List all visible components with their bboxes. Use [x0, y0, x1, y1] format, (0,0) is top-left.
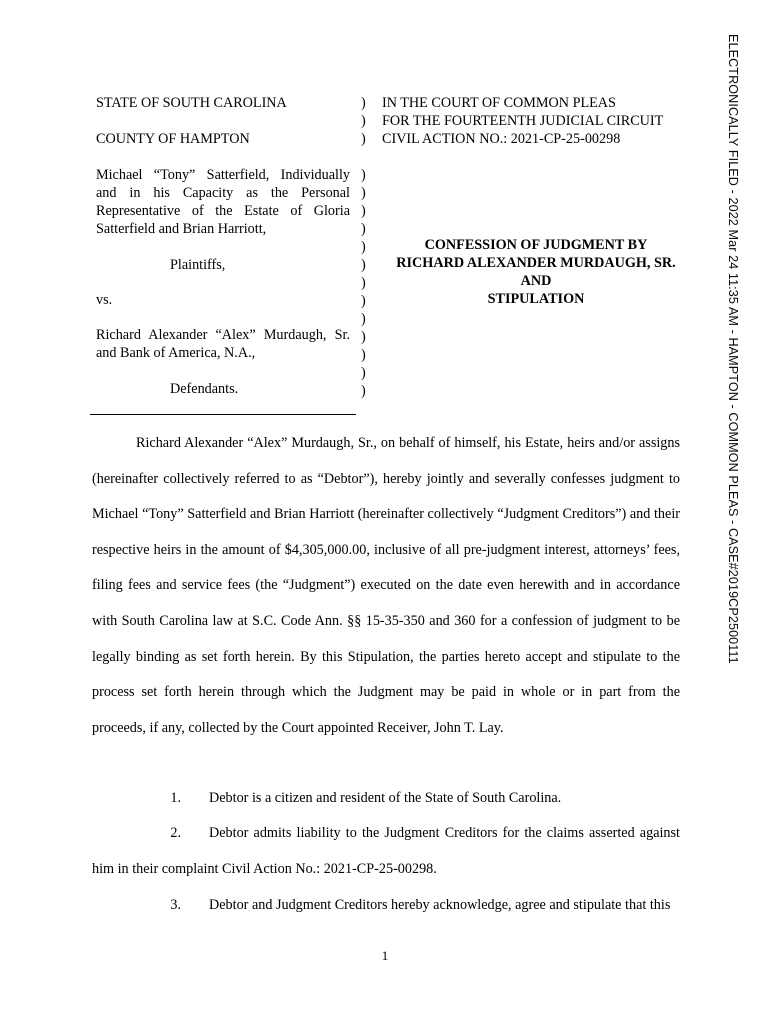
county-heading: COUNTY OF HAMPTON [96, 131, 250, 147]
numbered-item-1 [92, 781, 680, 817]
electronic-filing-stamp [722, 34, 742, 674]
versus-label: vs. [96, 292, 113, 308]
item-number: 2. [170, 825, 181, 841]
caption-parenthesis-column: ) ) ) ) ) ) ) ) ) ) ) ) ) ) ) ) [361, 95, 366, 399]
court-name-line1: IN THE COURT OF COMMON PLEAS [382, 95, 616, 111]
item-number: 1. [170, 790, 181, 806]
item-number: 3. [170, 897, 181, 913]
civil-action-number: CIVIL ACTION NO.: 2021-CP-25-00298 [382, 131, 621, 147]
numbered-item-2 [92, 816, 680, 887]
document-title [386, 236, 686, 308]
page-number: 1 [381, 948, 389, 963]
item-text: Debtor admits liability to the Judgment Creditors for the claims asserted against him in their complaint Civil Action No.: 2021-CP-25-00298. [92, 825, 680, 877]
state-heading: STATE OF SOUTH CAROLINA [96, 95, 287, 111]
item-text: Debtor and Judgment Creditors hereby acknowledge, agree and stipulate that this [209, 897, 671, 913]
caption-divider [90, 414, 356, 415]
title-line-2: RICHARD ALEXANDER MURDAUGH, SR. [396, 255, 676, 271]
numbered-item-3 [92, 888, 680, 924]
title-line-4: STIPULATION [487, 291, 585, 307]
defendants-names: Richard Alexander “Alex” Murdaugh, Sr. and Bank of America, N.A., [96, 327, 350, 361]
court-name-line2: FOR THE FOURTEENTH JUDICIAL CIRCUIT [382, 113, 664, 129]
plaintiffs-label: Plaintiffs, [170, 257, 226, 273]
title-line-1: CONFESSION OF JUDGMENT BY [424, 237, 648, 253]
defendants-label: Defendants. [170, 381, 239, 397]
filing-stamp-text: ELECTRONICALLY FILED - 2022 Mar 24 11:35 AM - HAMPTON - COMMON PLEAS - CASE#2019CP2500111 [726, 34, 740, 664]
item-text: Debtor is a citizen and resident of the State of South Carolina. [209, 790, 562, 806]
title-line-3: AND [520, 273, 552, 289]
intro-paragraph: Richard Alexander “Alex” Murdaugh, Sr., on behalf of himself, his Estate, heirs and/or assigns (hereinafter collectively referred to as “Debtor”), hereby jointly and severally confesses judgment to Michael “Tony” Satterfield and Brian Harriott (hereinafter collectively “Judgment Creditors”) and their respective heirs in the amount of $4,305,000.00, inclusive of all pre-judgment interest, attorneys’ fees, filing fees and service fees (the “Judgment”) executed on the date even herewith and in accordance with South Carolina law at S.C. Code Ann. §§ 15-35-350 and 360 for a confession of judgment to be legally binding as set forth herein. By this Stipulation, the parties hereto accept and stipulate to the process set forth herein through which the Judgment may be paid in whole or in part from the proceeds, if any, collected by the Court appointed Receiver, John T. Lay. [92, 435, 680, 736]
plaintiffs-names: Michael “Tony” Satterfield, Individually and in his Capacity as the Personal Representative of the Estate of Gloria Satterfield and Brian Harriott, [96, 167, 350, 237]
